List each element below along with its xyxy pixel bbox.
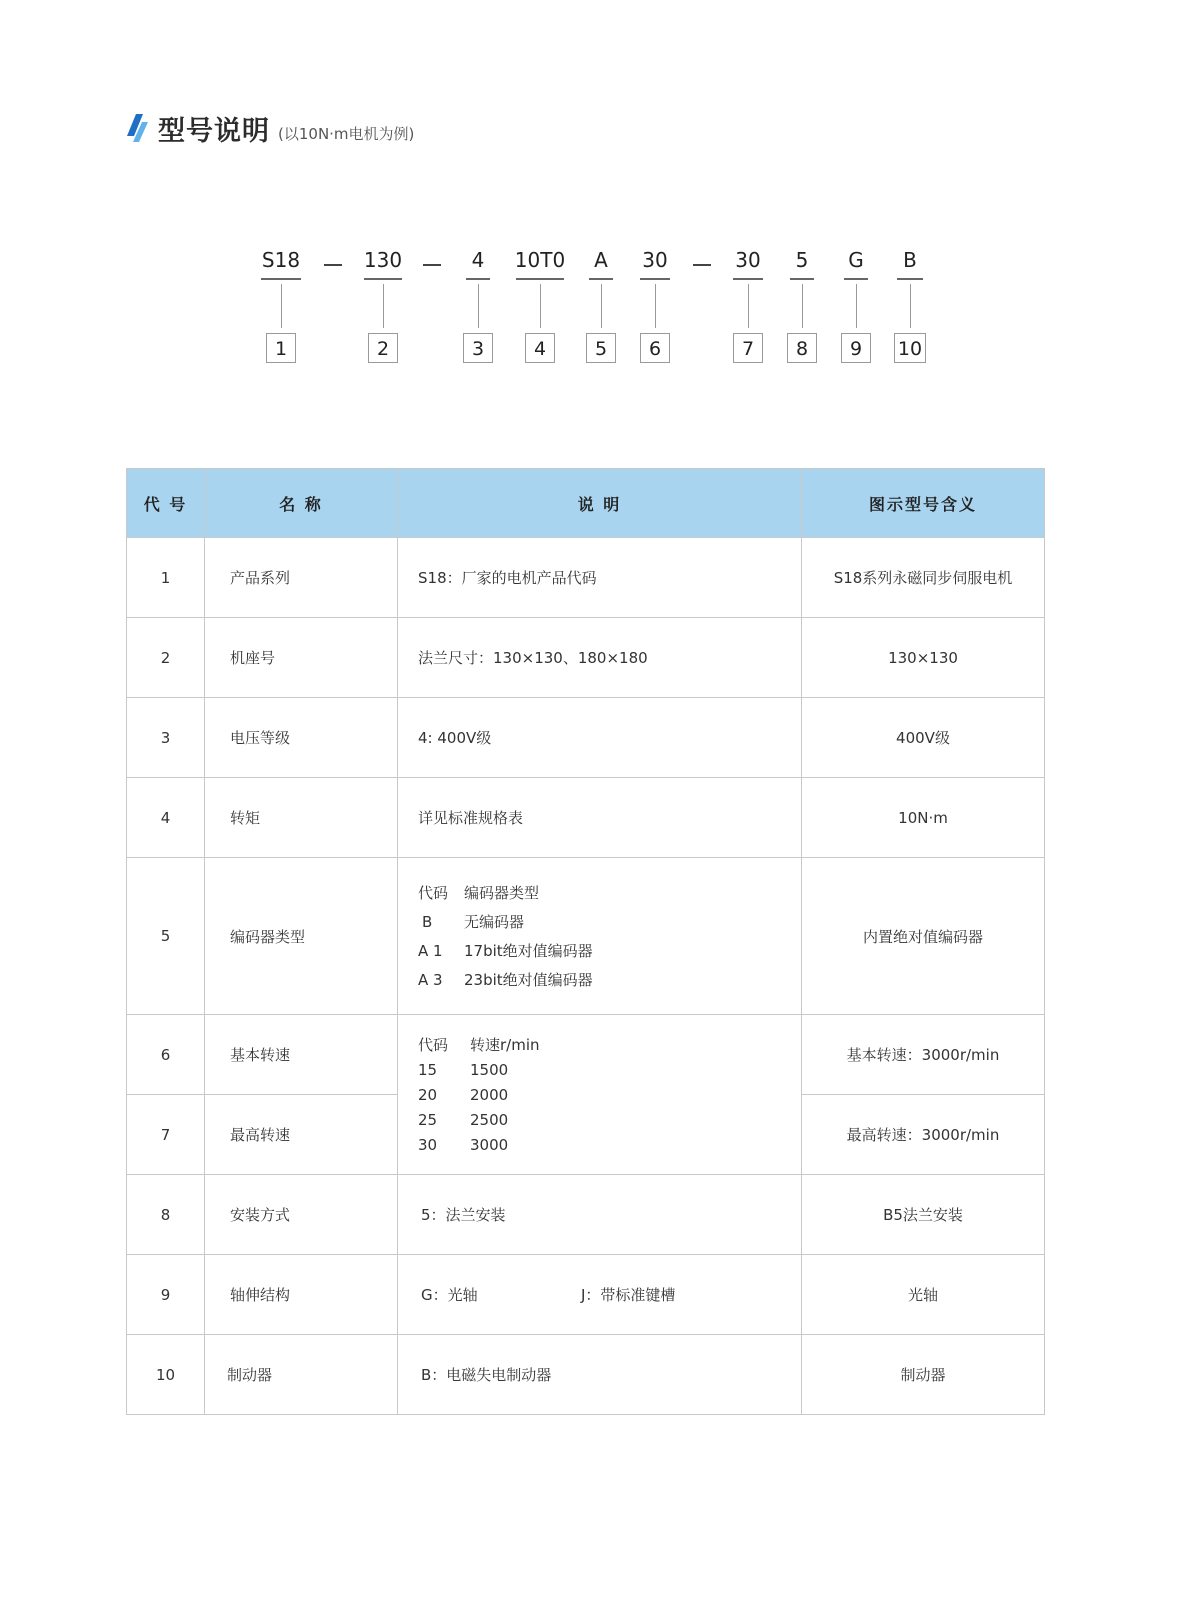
code-segment: 30: [735, 248, 761, 272]
option-line: [418, 1132, 800, 1157]
code-dash: [693, 264, 711, 266]
connector-line: [910, 284, 911, 328]
option-line: [418, 1057, 800, 1082]
page-title: 型号说明: [158, 115, 270, 147]
row-desc: 详见标准规格表: [398, 778, 802, 858]
option-value: 转速r/min: [470, 1036, 540, 1054]
connector-line: [540, 284, 541, 328]
row-code: 3: [127, 698, 205, 778]
row-desc: S18：厂家的电机产品代码: [398, 538, 802, 618]
header-code: 代 号: [127, 469, 205, 538]
code-number-box: 6: [640, 333, 670, 363]
row-desc: B：电磁失电制动器: [398, 1335, 802, 1415]
row-code: 2: [127, 618, 205, 698]
row-meaning: S18系列永磁同步伺服电机: [802, 538, 1045, 618]
option-line: [418, 1032, 800, 1057]
row-desc: 4: 400V级: [398, 698, 802, 778]
row-meaning: 400V级: [802, 698, 1045, 778]
option-line: [418, 907, 800, 936]
option-key: 30: [418, 1135, 438, 1154]
row-code: 4: [127, 778, 205, 858]
table-row: [127, 538, 1045, 618]
table-row: [127, 1015, 1045, 1095]
model-code-diagram: [0, 0, 1178, 400]
code-underline: [640, 278, 670, 280]
code-dash: [423, 264, 441, 266]
option-key: 15: [418, 1060, 438, 1079]
row-code: 1: [127, 538, 205, 618]
code-dash: [324, 264, 342, 266]
code-number-box: 1: [266, 333, 296, 363]
table-row: [127, 1175, 1045, 1255]
option-line: [418, 1082, 800, 1107]
code-underline: [364, 278, 402, 280]
row-code: 7: [127, 1095, 205, 1175]
row-code: 6: [127, 1015, 205, 1095]
row-name: 转矩: [205, 778, 398, 858]
row-name: 基本转速: [205, 1015, 398, 1095]
row-meaning: 光轴: [802, 1255, 1045, 1335]
row-name: 最高转速: [205, 1095, 398, 1175]
row-meaning: 10N·m: [802, 778, 1045, 858]
row-meaning: 最高转速：3000r/min: [802, 1095, 1045, 1175]
option-line: [418, 878, 800, 907]
connector-line: [601, 284, 602, 328]
code-underline: [516, 278, 564, 280]
header-meaning: 图示型号含义: [802, 469, 1045, 538]
option-line: [418, 965, 800, 994]
option-value: 编码器类型: [464, 884, 540, 902]
code-underline: [589, 278, 613, 280]
table-row: [127, 1335, 1045, 1415]
connector-line: [281, 284, 282, 328]
speed-options: [398, 1015, 802, 1175]
code-underline: [733, 278, 763, 280]
row-name: 制动器: [205, 1335, 398, 1415]
row-meaning: 基本转速：3000r/min: [802, 1015, 1045, 1095]
header-name: 名 称: [205, 469, 398, 538]
row-name: 轴伸结构: [205, 1255, 398, 1335]
code-segment: S18: [261, 248, 301, 272]
option-key: 25: [418, 1110, 438, 1129]
option-value: 23bit绝对值编码器: [464, 971, 593, 989]
row-name: 安装方式: [205, 1175, 398, 1255]
row-desc: 5：法兰安装: [398, 1175, 802, 1255]
table-row: [127, 858, 1045, 1015]
option-value: 无编码器: [464, 913, 525, 931]
connector-line: [478, 284, 479, 328]
table-row: [127, 698, 1045, 778]
code-number-box: 9: [841, 333, 871, 363]
option-key: A 1: [418, 941, 443, 960]
code-segment: A: [594, 248, 608, 272]
code-segment: 4: [471, 248, 485, 272]
option-key: 20: [418, 1085, 438, 1104]
page-subtitle: (以10N·m电机为例): [278, 124, 415, 143]
code-number-box: 7: [733, 333, 763, 363]
code-segment: G: [848, 248, 864, 272]
row-meaning: B5法兰安装: [802, 1175, 1045, 1255]
row-name: 机座号: [205, 618, 398, 698]
connector-line: [802, 284, 803, 328]
option-value: 1500: [470, 1060, 509, 1079]
table-header-row: [127, 469, 1045, 538]
code-segment: B: [903, 248, 917, 272]
model-spec-table: [126, 468, 1045, 1415]
code-underline: [897, 278, 923, 280]
table-row: [127, 778, 1045, 858]
table-row: [127, 1255, 1045, 1335]
connector-line: [655, 284, 656, 328]
option-value: 2000: [470, 1085, 509, 1104]
row-meaning: 制动器: [802, 1335, 1045, 1415]
header-desc: 说 明: [398, 469, 802, 538]
row-code: 8: [127, 1175, 205, 1255]
option-key: 代码: [418, 1036, 449, 1054]
row-code: 9: [127, 1255, 205, 1335]
code-underline: [790, 278, 814, 280]
option-value: 17bit绝对值编码器: [464, 942, 593, 960]
code-number-box: 10: [894, 333, 926, 363]
code-segment: 5: [795, 248, 809, 272]
connector-line: [383, 284, 384, 328]
code-number-box: 5: [586, 333, 616, 363]
shaft-option-j: J：带标准键槽: [581, 1286, 676, 1304]
row-code: 10: [127, 1335, 205, 1415]
table-row: [127, 618, 1045, 698]
shaft-option-g: G：光轴: [421, 1286, 478, 1304]
code-segment: 30: [642, 248, 668, 272]
option-value: 3000: [470, 1135, 509, 1154]
code-segment: 130: [363, 248, 403, 272]
code-underline: [844, 278, 868, 280]
code-number-box: 3: [463, 333, 493, 363]
connector-line: [856, 284, 857, 328]
row-name: 编码器类型: [205, 858, 398, 1015]
row-name: 电压等级: [205, 698, 398, 778]
encoder-options: [398, 858, 802, 1015]
row-meaning: 内置绝对值编码器: [802, 858, 1045, 1015]
option-key: A 3: [418, 970, 443, 989]
code-number-box: 4: [525, 333, 555, 363]
code-segment: 10T0: [514, 248, 566, 272]
option-value: 2500: [470, 1110, 509, 1129]
option-line: [418, 1107, 800, 1132]
option-key: B: [422, 912, 433, 931]
code-underline: [261, 278, 301, 280]
connector-line: [748, 284, 749, 328]
code-underline: [466, 278, 490, 280]
code-number-box: 8: [787, 333, 817, 363]
row-name: 产品系列: [205, 538, 398, 618]
row-meaning: 130×130: [802, 618, 1045, 698]
row-code: 5: [127, 858, 205, 1015]
option-line: [418, 936, 800, 965]
code-number-box: 2: [368, 333, 398, 363]
shaft-options: [398, 1255, 802, 1335]
row-desc: 法兰尺寸：130×130、180×180: [398, 618, 802, 698]
option-key: 代码: [418, 884, 449, 902]
